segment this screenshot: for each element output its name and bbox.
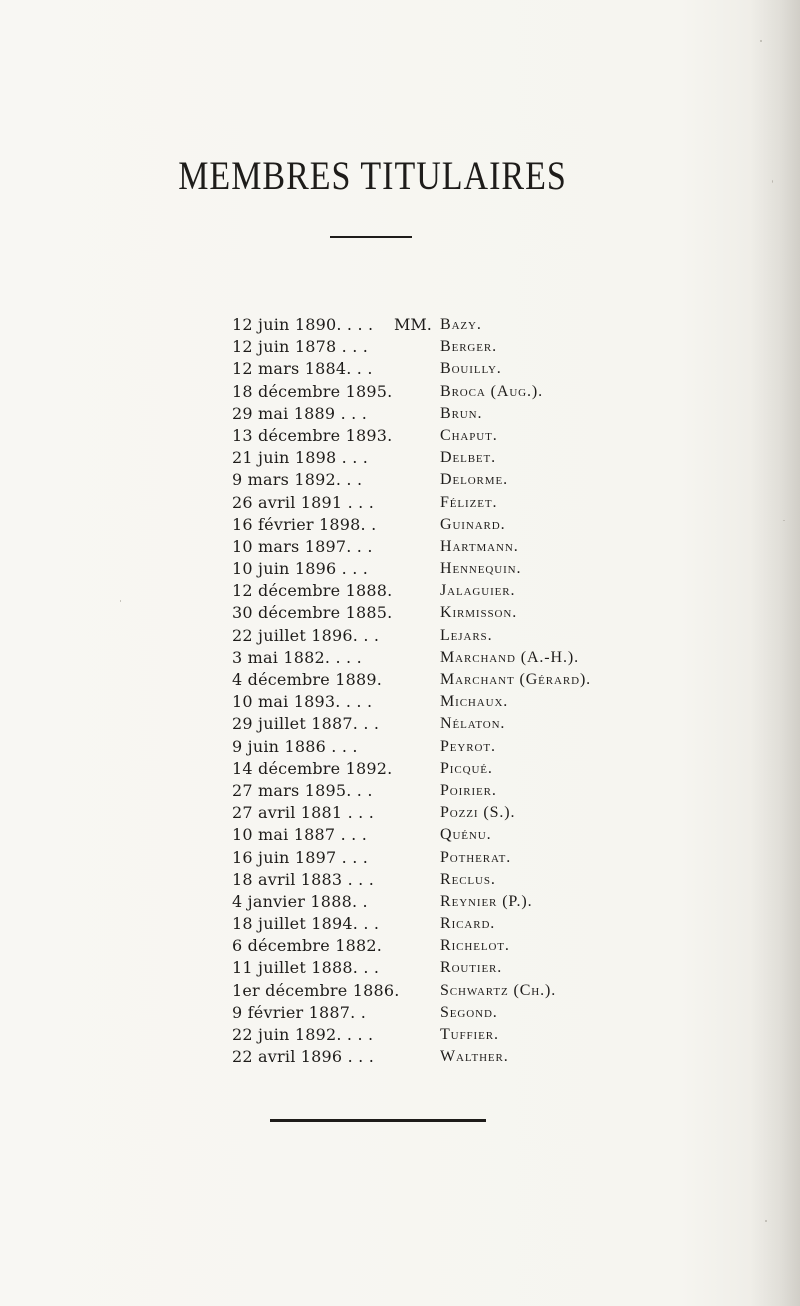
member-date: 27 avril 1881 . . . — [232, 803, 375, 823]
member-name: Brun. — [440, 404, 483, 422]
member-row — [0, 558, 800, 580]
member-date: 18 juillet 1894. . . — [232, 914, 380, 934]
member-name: Lejars. — [440, 626, 493, 644]
member-row — [0, 358, 800, 380]
member-row — [0, 447, 800, 469]
member-date: 10 mai 1893. . . . — [232, 692, 373, 712]
member-date: 10 mai 1887 . . . — [232, 825, 367, 845]
member-row — [0, 957, 800, 979]
member-name: Delbet. — [440, 449, 497, 467]
member-name: Marchant (Gérard). — [440, 671, 592, 688]
member-date: 14 décembre 1892. — [232, 758, 393, 778]
member-name: Schwartz (Ch.). — [440, 981, 557, 999]
member-name: Richelot. — [440, 937, 510, 955]
member-name: Picqué. — [440, 759, 493, 777]
member-name: Berger. — [440, 338, 498, 356]
member-name: Reclus. — [440, 870, 496, 888]
member-name: Bouilly. — [440, 360, 502, 378]
member-row — [0, 913, 800, 935]
member-name: Tuffier. — [440, 1026, 499, 1043]
member-row — [0, 403, 800, 425]
member-date: 12 décembre 1888. — [232, 581, 393, 601]
member-row — [0, 1002, 800, 1024]
member-date: 22 avril 1896 . . . — [232, 1047, 375, 1067]
member-date: 4 janvier 1888. . — [232, 891, 368, 911]
member-row — [0, 1046, 800, 1068]
member-date: 27 mars 1895. . . — [232, 780, 373, 800]
member-name: Nélaton. — [440, 715, 506, 733]
member-row — [0, 647, 800, 669]
member-date: 16 juin 1897 . . . — [232, 847, 369, 867]
member-row — [0, 713, 800, 735]
member-name: Walther. — [440, 1048, 509, 1066]
honorific-prefix: MM. — [394, 315, 432, 334]
member-name: Reynier (P.). — [440, 892, 533, 910]
member-name: Segond. — [440, 1003, 498, 1021]
member-date: 21 juin 1898 . . . — [232, 448, 369, 468]
member-row — [0, 891, 800, 913]
member-row — [0, 425, 800, 447]
member-date: 12 juin 1890. . . . — [232, 315, 374, 334]
member-row — [0, 935, 800, 957]
member-row — [0, 691, 800, 713]
member-date: 29 mai 1889 . . . — [232, 403, 367, 423]
member-row — [0, 802, 800, 824]
member-date: 12 mars 1884. . . — [232, 359, 373, 379]
member-name: Marchand (A.-H.). — [440, 648, 580, 666]
member-date: 12 juin 1878 . . . — [232, 337, 369, 357]
member-date: 26 avril 1891 . . . — [232, 492, 375, 512]
member-date: 9 mars 1892. . . — [232, 470, 363, 490]
member-name: Routier. — [440, 959, 503, 977]
member-row — [0, 780, 800, 802]
member-row — [0, 824, 800, 846]
member-date: 22 juin 1892. . . . — [232, 1025, 374, 1044]
member-row — [0, 847, 800, 869]
member-row — [0, 758, 800, 780]
member-name: Peyrot. — [440, 737, 496, 755]
member-row — [0, 492, 800, 514]
member-date: 22 juillet 1896. . . — [232, 625, 380, 645]
member-row — [0, 336, 800, 358]
member-date: 30 décembre 1885. — [232, 603, 393, 623]
page-title: MEMBRES TITULAIRES — [178, 155, 567, 199]
member-name: Félizet. — [440, 493, 498, 511]
member-row — [0, 625, 800, 647]
member-date: 10 mars 1897. . . — [232, 536, 373, 556]
member-row — [0, 869, 800, 891]
member-name: Broca (Aug.). — [440, 382, 544, 400]
member-name: Poirier. — [440, 781, 497, 799]
member-name: Chaput. — [440, 426, 498, 444]
member-date: 13 décembre 1893. — [232, 425, 393, 445]
member-date: 9 février 1887. . — [232, 1002, 367, 1022]
member-row — [0, 536, 800, 558]
member-row — [0, 314, 800, 336]
member-date: 9 juin 1886 . . . — [232, 736, 358, 756]
member-name: Guinard. — [440, 515, 506, 533]
member-date: 1er décembre 1886. — [232, 980, 400, 1000]
member-list — [0, 314, 800, 1068]
member-row — [0, 980, 800, 1002]
member-row — [0, 736, 800, 758]
member-date: 29 juillet 1887. . . — [232, 714, 380, 734]
title-divider — [330, 236, 412, 238]
member-row — [0, 469, 800, 491]
member-date: 18 décembre 1895. — [232, 381, 393, 401]
member-date: 18 avril 1883 . . . — [232, 869, 375, 889]
member-date: 16 février 1898. . — [232, 514, 377, 534]
member-date: 6 décembre 1882. — [232, 936, 383, 956]
member-name: Delorme. — [440, 471, 508, 489]
member-row — [0, 381, 800, 403]
member-name: Ricard. — [440, 915, 496, 933]
member-name: Kirmisson. — [440, 604, 518, 622]
member-name: Bazy. — [440, 316, 482, 333]
member-name: Quénu. — [440, 826, 492, 844]
member-row — [0, 602, 800, 624]
member-date: 10 juin 1896 . . . — [232, 559, 369, 579]
member-row — [0, 1024, 800, 1046]
member-row — [0, 514, 800, 536]
member-name: Hennequin. — [440, 560, 522, 578]
member-name: Michaux. — [440, 693, 509, 711]
footer-divider — [270, 1119, 486, 1122]
member-name: Pozzi (S.). — [440, 804, 516, 822]
member-row — [0, 669, 800, 691]
member-name: Potherat. — [440, 848, 512, 866]
member-date: 11 juillet 1888. . . — [232, 958, 380, 978]
member-name: Jalaguier. — [440, 582, 516, 600]
member-name: Hartmann. — [440, 537, 519, 555]
member-date: 4 décembre 1889. — [232, 670, 383, 689]
member-date: 3 mai 1882. . . . — [232, 647, 362, 667]
